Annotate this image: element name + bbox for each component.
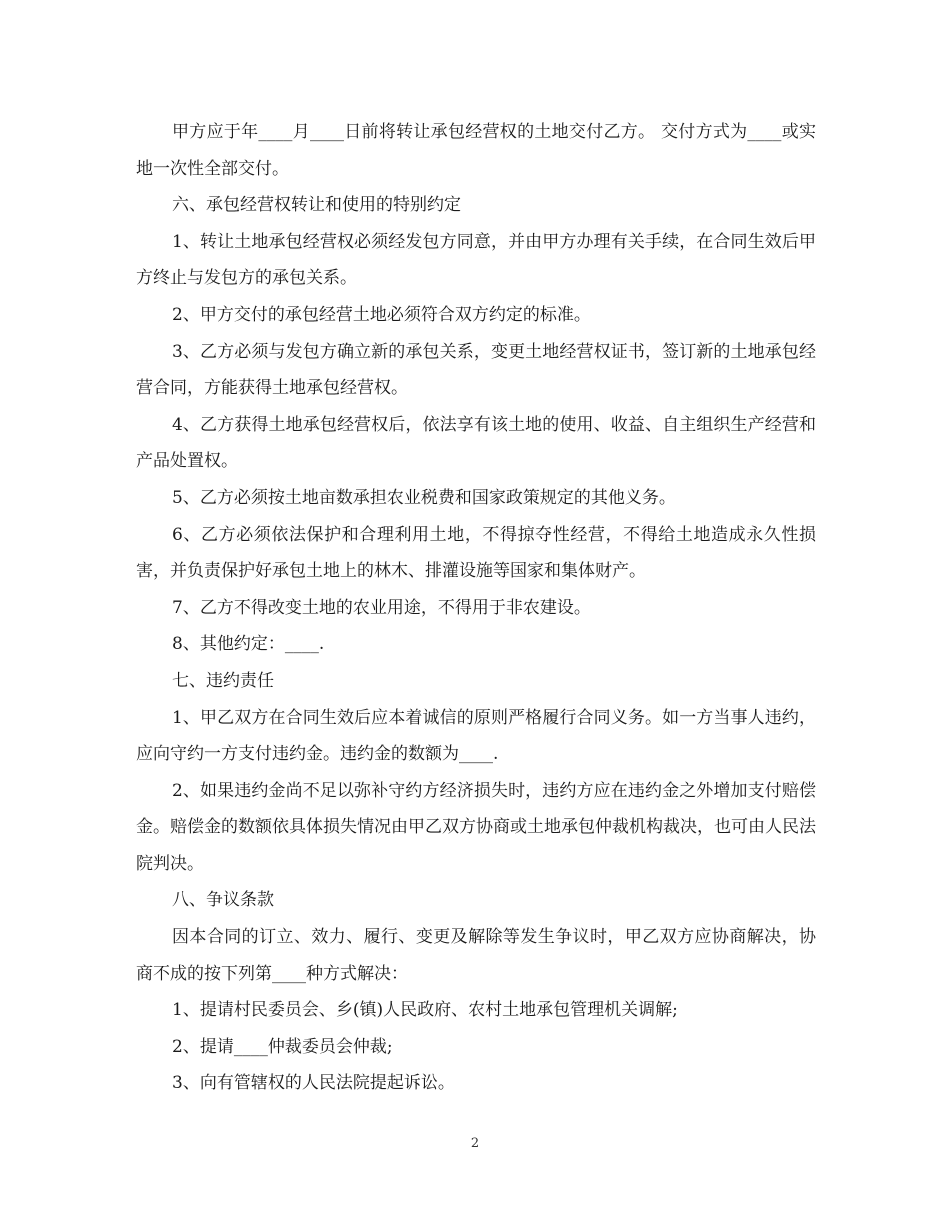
clause-8-2: 2、提请____仲裁委员会仲裁; [172, 1036, 393, 1057]
clause-6-7: 7、乙方不得改变土地的农业用途，不得用于非农建设。 [172, 597, 591, 618]
section-heading-7: 七、违约责任 [172, 670, 274, 691]
clause-6-3: 3、乙方必须与发包方确立新的承包关系，变更土地经营权证书，签订新的土地承包经营合同，方能获得土地承包经营权。 [136, 341, 816, 399]
clause-6-8: 8、其他约定：____. [172, 634, 325, 655]
clause-8-intro: 因本合同的订立、效力、履行、变更及解除等发生争议时，甲乙双方应协商解决，协商不成的按下列第____种方式解决： [136, 927, 816, 984]
clause-8-1: 1、提请村民委员会、乡(镇)人民政府、农村土地承包管理机关调解; [172, 1000, 678, 1021]
clause-7-1: 1、甲乙双方在合同生效后应本着诚信的原则严格履行合同义务。如一方当事人违约，应向守约一方支付违约金。违约金的数额为____. [136, 707, 816, 765]
clause-6-2: 2、甲方交付的承包经营土地必须符合双方约定的标准。 [172, 304, 591, 325]
paragraph-delivery-terms: 甲方应于年____月____日前将转让承包经营权的土地交付乙方。 交付方式为____或实地一次性全部交付。 [136, 122, 816, 179]
section-heading-8: 八、争议条款 [172, 890, 274, 911]
clause-8-3: 3、向有管辖权的人民法院提起诉讼。 [172, 1073, 455, 1094]
document-page [136, 114, 816, 1102]
clause-6-6: 6、乙方必须依法保护和合理利用土地，不得掠夺性经营，不得给土地造成永久性损害，并负责保护好承包土地上的林木、排灌设施等国家和集体财产。 [136, 524, 816, 582]
clause-6-1: 1、转让土地承包经营权必须经发包方同意，并由甲方办理有关手续，在合同生效后甲方终止与发包方的承包关系。 [136, 231, 816, 289]
section-heading-6: 六、承包经营权转让和使用的特别约定 [172, 195, 461, 216]
clause-6-4: 4、乙方获得土地承包经营权后，依法享有该土地的使用、收益、自主组织生产经营和产品处置权。 [136, 414, 816, 472]
clause-6-5: 5、乙方必须按土地亩数承担农业税费和国家政策规定的其他义务。 [172, 487, 676, 508]
page-number: 2 [470, 1136, 480, 1151]
clause-7-2: 2、如果违约金尚不足以弥补守约方经济损失时，违约方应在违约金之外增加支付赔偿金。赔偿金的数额依具体损失情况由甲乙双方协商或土地承包仲裁机构裁决，也可由人民法院判决。 [136, 780, 816, 874]
